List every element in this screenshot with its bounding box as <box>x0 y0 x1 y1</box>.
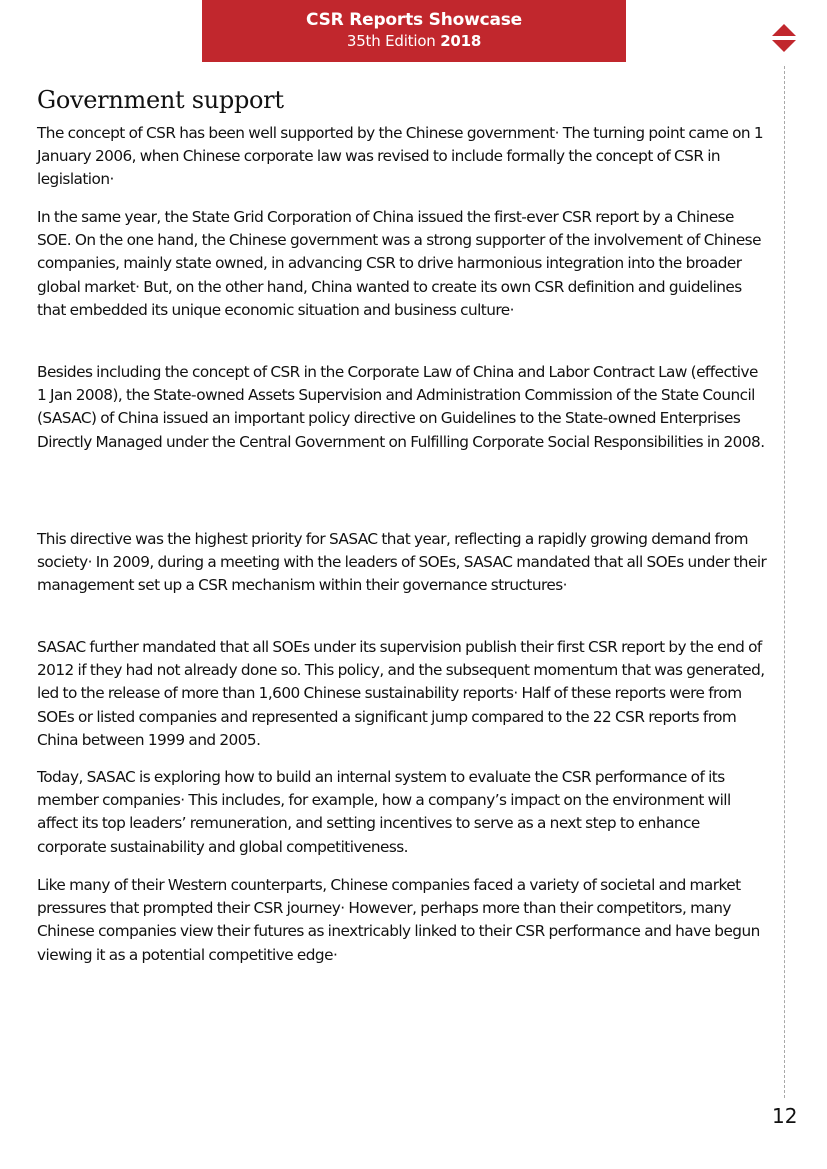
paragraph-2: In the same year, the State Grid Corporation of China issued the first-ever CSR report by a Chinese SOE. On the one hand, the Chinese government was a strong supporter of the involvement of Chinese companies, mainly state owned, in advancing CSR to drive harmonious integration into the broader global market· But, on the other hand, China wanted to create its own CSR definition and guidelines that embedded its unique economic situation and business culture· <box>37 208 761 319</box>
dashed-vertical-rule <box>784 66 785 1098</box>
paragraph-1: The concept of CSR has been well supported by the Chinese government· The turning point came on 1 January 2006, when Chinese corporate law was revised to include formally the concept of CSR in legislation· <box>37 124 764 189</box>
edition-label: 35th Edition <box>346 32 436 50</box>
header-banner <box>202 0 626 62</box>
publication-title: CSR Reports Showcase <box>306 10 522 30</box>
edition-line <box>202 30 626 52</box>
paragraph-7: Like many of their Western counterparts, Chinese companies faced a variety of societal and market pressures that prompted their CSR journey· However, perhaps more than their competitors, many Chinese companies view their futures as inextricably linked to their CSR performance and have begun viewing it as a potential competitive edge· <box>37 876 760 964</box>
paragraph-5: SASAC further mandated that all SOEs under its supervision publish their first CSR report by the end of 2012 if they had not already done so. This policy, and the subsequent momentum that was generated, led to the release of more than 1,600 Chinese sustainability reports· Half of these reports were from SOEs or listed companies and represented a significant jump compared to the 22 CSR reports from China between 1999 and 2005. <box>37 638 765 749</box>
page-number: 12 <box>772 1104 798 1128</box>
paragraph-6: Today, SASAC is exploring how to build an internal system to evaluate the CSR performance of its member companies· This includes, for example, how a company’s impact on the environment will affect its top leaders’ remuneration, and setting incentives to serve as a next step to enhance corporate sustainability and global competitiveness. <box>37 768 731 856</box>
edition-year: 2018 <box>440 32 482 50</box>
paragraph-3: Besides including the concept of CSR in the Corporate Law of China and Labor Contract Law (effective 1 Jan 2008), the State-owned Assets Supervision and Administration Commission of the State Council (SASAC) of China issued an important policy directive on Guidelines to the State-owned Enterprises Directly Managed under the Central Government on Fulfilling Corporate Social Responsibilities in 2008. <box>37 363 765 451</box>
paragraph-4: This directive was the highest priority for SASAC that year, reflecting a rapidly growing demand from society· In 2009, during a meeting with the leaders of SOEs, SASAC mandated that all SOEs under their management set up a CSR mechanism within their governance structures· <box>37 530 767 595</box>
page-title: Government support <box>37 86 284 114</box>
red-diamond-arrows-icon <box>772 24 796 54</box>
